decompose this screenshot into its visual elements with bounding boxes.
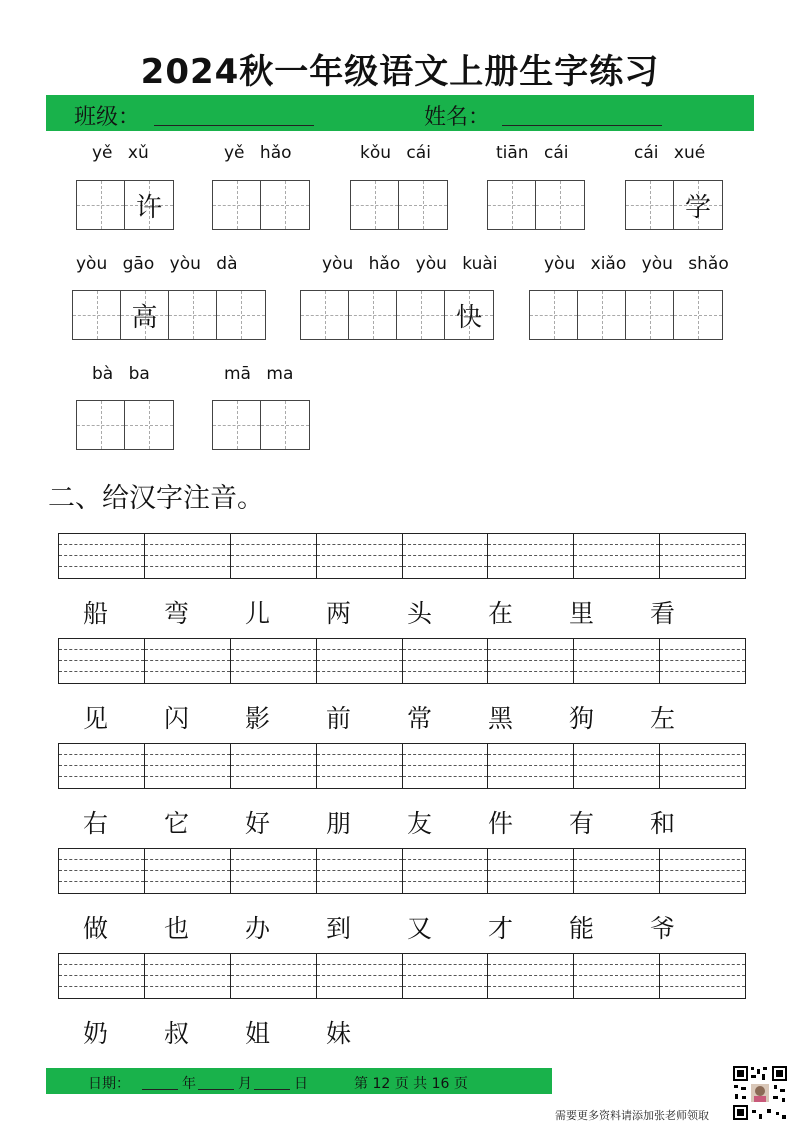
tian-cell: [77, 181, 125, 229]
tian-cell: [351, 181, 399, 229]
hanzi: 叔: [163, 1019, 189, 1048]
hanzi: 前: [325, 704, 351, 733]
pinyin-cell: [145, 744, 231, 788]
tian-cell: [578, 291, 626, 339]
tian-group: [300, 290, 494, 340]
pinyin-cell: [231, 744, 317, 788]
hanzi: 见: [82, 704, 108, 733]
hanzi: 里: [568, 599, 594, 628]
pinyin-cell: [488, 534, 574, 578]
page-title: 2024秋一年级语文上册生字练习: [140, 52, 660, 92]
pinyin-cell: [660, 744, 745, 788]
tian-group: [76, 400, 174, 450]
hanzi: 奶: [82, 1019, 108, 1048]
pinyin-cell: [145, 954, 231, 998]
class-blank: [154, 125, 314, 126]
hanzi: 闪: [163, 704, 189, 733]
hanzi: 做: [82, 914, 108, 943]
hanzi: 好: [244, 809, 270, 838]
header-bar: [46, 95, 754, 131]
pinyin-cell: [488, 954, 574, 998]
pinyin-cell: [231, 849, 317, 893]
tian-group: [625, 180, 723, 230]
tian-group: [350, 180, 448, 230]
hanzi: 友: [406, 809, 432, 838]
tian-cell: [530, 291, 578, 339]
pinyin-label: yòu hǎo yòu kuài: [322, 254, 498, 274]
char-row: [58, 594, 758, 630]
pinyin-label: tiān cái: [496, 143, 569, 163]
hanzi: 又: [406, 914, 432, 943]
tian-cell: 高: [121, 291, 169, 339]
section-title: 二、给汉字注音。: [48, 483, 264, 514]
pinyin-label: mā ma: [224, 364, 294, 384]
tian-group: [529, 290, 723, 340]
month-label: 月: [238, 1076, 252, 1092]
tian-cell: [674, 291, 722, 339]
day-label: 日: [294, 1076, 308, 1092]
tian-cell: [217, 291, 265, 339]
pinyin-cell: [59, 744, 145, 788]
pinyin-grid-row: [58, 953, 746, 999]
footer-note: 需要更多资料请添加张老师领取: [555, 1109, 709, 1122]
pinyin-cell: [574, 744, 660, 788]
pinyin-cell: [317, 639, 403, 683]
hanzi: 妹: [325, 1019, 351, 1048]
pinyin-cell: [660, 639, 745, 683]
pinyin-grid-row: [58, 638, 746, 684]
pinyin-cell: [59, 954, 145, 998]
pinyin-cell: [488, 849, 574, 893]
pinyin-cell: [488, 744, 574, 788]
pinyin-cell: [403, 639, 489, 683]
tian-cell: [261, 181, 309, 229]
pinyin-cell: [403, 534, 489, 578]
hanzi: 它: [163, 809, 189, 838]
tian-cell: [626, 181, 674, 229]
pinyin-cell: [488, 639, 574, 683]
tian-cell: [488, 181, 536, 229]
pinyin-cell: [231, 534, 317, 578]
tian-cell: [261, 401, 309, 449]
hanzi: 在: [487, 599, 513, 628]
pinyin-label: cái xué: [634, 143, 706, 163]
pinyin-cell: [660, 534, 745, 578]
tian-group: [212, 180, 310, 230]
pinyin-grid-row: [58, 743, 746, 789]
pinyin-cell: [574, 534, 660, 578]
pinyin-cell: [403, 849, 489, 893]
pinyin-cell: [231, 639, 317, 683]
hanzi: 船: [82, 599, 108, 628]
tian-cell: [536, 181, 584, 229]
tian-group: [76, 180, 174, 230]
hanzi: 件: [487, 809, 513, 838]
footer-bar: [46, 1068, 552, 1094]
char-row: [58, 804, 758, 840]
month-blank: [198, 1089, 234, 1090]
pinyin-label: kǒu cái: [360, 143, 431, 163]
tian-cell: [169, 291, 217, 339]
hanzi: 能: [568, 914, 594, 943]
hanzi: 到: [325, 914, 351, 943]
name-blank: [502, 125, 662, 126]
pinyin-label: yě xǔ: [92, 143, 149, 163]
qr-code-icon: [732, 1065, 788, 1121]
pinyin-cell: [403, 744, 489, 788]
tian-cell: [125, 401, 173, 449]
tian-cell: [626, 291, 674, 339]
year-blank: [142, 1089, 178, 1090]
pinyin-cell: [145, 534, 231, 578]
pinyin-cell: [317, 744, 403, 788]
pinyin-cell: [574, 954, 660, 998]
pinyin-label: yòu xiǎo yòu shǎo: [544, 254, 729, 274]
pinyin-cell: [59, 849, 145, 893]
tian-cell: [213, 401, 261, 449]
pinyin-cell: [59, 639, 145, 683]
pinyin-cell: [403, 954, 489, 998]
pinyin-cell: [317, 954, 403, 998]
tian-cell: [213, 181, 261, 229]
hanzi: 弯: [163, 599, 189, 628]
hanzi: 左: [649, 704, 675, 733]
char-row: [58, 699, 758, 735]
tian-cell: [399, 181, 447, 229]
date-label: 日期：: [88, 1076, 130, 1092]
tian-cell: 许: [125, 181, 173, 229]
tian-group: [72, 290, 266, 340]
hanzi: 办: [244, 914, 270, 943]
hanzi: 有: [568, 809, 594, 838]
pinyin-label: bà ba: [92, 364, 150, 384]
pinyin-grid-row: [58, 848, 746, 894]
tian-group: [212, 400, 310, 450]
pinyin-cell: [317, 534, 403, 578]
page-info: 第 12 页 共 16 页: [354, 1076, 468, 1092]
tian-cell: [77, 401, 125, 449]
tian-cell: [301, 291, 349, 339]
tian-group: [487, 180, 585, 230]
pinyin-label: yòu gāo yòu dà: [76, 254, 238, 274]
hanzi: 朋: [325, 809, 351, 838]
pinyin-cell: [317, 849, 403, 893]
hanzi: 儿: [244, 599, 270, 628]
hanzi: 两: [325, 599, 351, 628]
pinyin-cell: [145, 849, 231, 893]
hanzi: 和: [649, 809, 675, 838]
class-label: 班级：: [74, 105, 141, 130]
hanzi: 右: [82, 809, 108, 838]
hanzi: 姐: [244, 1019, 270, 1048]
hanzi: 也: [163, 914, 189, 943]
hanzi: 看: [649, 599, 675, 628]
pinyin-cell: [660, 954, 745, 998]
pinyin-cell: [574, 639, 660, 683]
tian-cell: 学: [674, 181, 722, 229]
tian-cell: 快: [445, 291, 493, 339]
pinyin-grid-row: [58, 533, 746, 579]
year-label: 年: [182, 1076, 196, 1092]
pinyin-cell: [145, 639, 231, 683]
pinyin-cell: [574, 849, 660, 893]
char-row: [58, 1014, 758, 1050]
name-label: 姓名：: [424, 105, 491, 130]
hanzi: 头: [406, 599, 432, 628]
pinyin-cell: [59, 534, 145, 578]
hanzi: 影: [244, 704, 270, 733]
hanzi: 才: [487, 914, 513, 943]
tian-cell: [349, 291, 397, 339]
hanzi: 爷: [649, 914, 675, 943]
hanzi: 狗: [568, 704, 594, 733]
tian-cell: [73, 291, 121, 339]
pinyin-label: yě hǎo: [224, 143, 292, 163]
tian-cell: [397, 291, 445, 339]
day-blank: [254, 1089, 290, 1090]
char-row: [58, 909, 758, 945]
hanzi: 黑: [487, 704, 513, 733]
pinyin-cell: [231, 954, 317, 998]
pinyin-cell: [660, 849, 745, 893]
hanzi: 常: [406, 704, 432, 733]
